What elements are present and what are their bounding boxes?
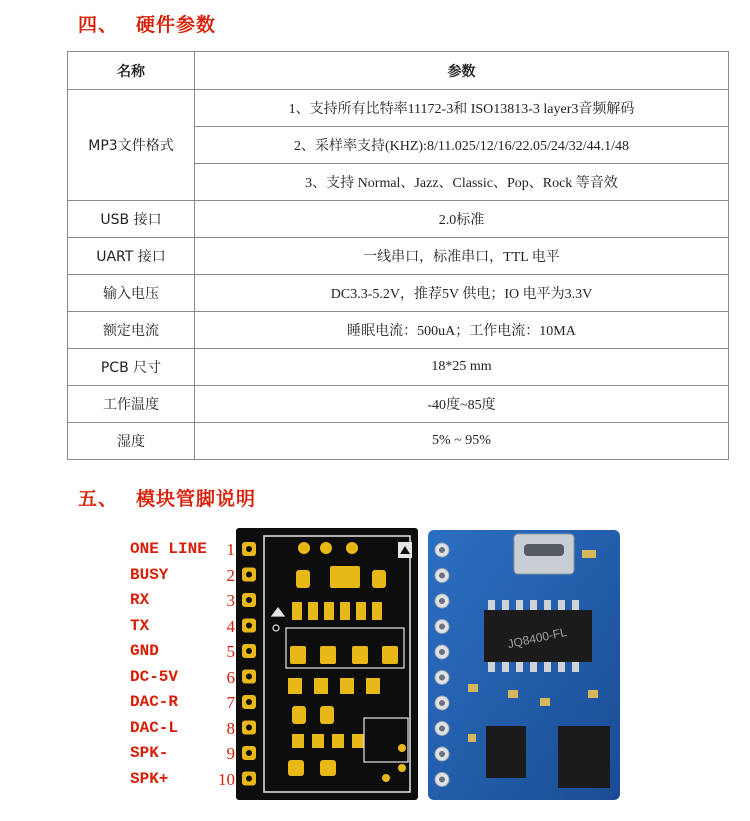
section-5-heading xyxy=(78,484,256,511)
table-row xyxy=(68,275,729,312)
pin-name: SPK- xyxy=(130,744,169,762)
section-title: 硬件参数 xyxy=(136,14,217,36)
row-value: 5% ~ 95% xyxy=(195,423,729,460)
pin-number: 7 xyxy=(226,693,235,712)
row-name: 输入电压 xyxy=(68,275,195,312)
pin-name: GND xyxy=(130,642,159,660)
pin-name: DAC-L xyxy=(130,718,179,737)
board-pin-hole-center xyxy=(439,649,445,655)
pin-item xyxy=(130,719,235,741)
pin-item xyxy=(130,540,235,562)
table-row xyxy=(68,238,729,275)
pcb-pad-hole xyxy=(246,572,252,578)
pin-item xyxy=(130,770,235,792)
pin-name: DC-5V xyxy=(130,667,179,686)
board-pin-hole-center xyxy=(439,624,445,630)
pcb-layout-image xyxy=(236,528,418,800)
pin-number: 6 xyxy=(226,667,235,687)
pcb-pad-hole xyxy=(246,546,252,552)
board-pin-hole-center xyxy=(439,547,445,553)
row-name: 湿度 xyxy=(68,423,195,460)
pin-name: RX xyxy=(130,591,150,609)
table-row xyxy=(68,386,729,423)
pin-item xyxy=(130,693,235,715)
pcb-pad-hole xyxy=(246,674,252,680)
pin-number: 10 xyxy=(218,769,235,789)
pin-item xyxy=(130,591,235,613)
hardware-spec-table xyxy=(67,51,729,460)
pin-number: 9 xyxy=(226,744,235,763)
board-pin-hole-center xyxy=(439,573,445,579)
header-param: 参数 xyxy=(195,52,729,90)
pin-number: 5 xyxy=(226,642,235,661)
board-pin-hole-center xyxy=(439,777,445,783)
row-name: UART 接口 xyxy=(68,238,195,275)
table-row xyxy=(68,349,729,386)
table-row xyxy=(68,90,729,127)
pcb-pad-hole xyxy=(246,623,252,629)
pin-name: DAC-R xyxy=(130,693,179,711)
row-name: 额定电流 xyxy=(68,312,195,349)
header-name: 名称 xyxy=(68,52,195,90)
row-value: 一线串口，标准串口，TTL 电平 xyxy=(195,238,729,275)
pcb-pad-hole xyxy=(246,725,252,731)
row-name: 工作温度 xyxy=(68,386,195,423)
chip-label: JQ8400-FL xyxy=(506,624,568,652)
pcb-pad-hole xyxy=(246,776,252,782)
pin-number: 1 xyxy=(226,540,235,559)
table-row xyxy=(68,312,729,349)
pcb-pad-hole xyxy=(246,597,252,603)
row-value: 2.0标准 xyxy=(195,201,729,238)
module-photo-image xyxy=(428,530,620,800)
pcb-pad-hole xyxy=(246,699,252,705)
row-value: -40度~85度 xyxy=(195,386,729,423)
table-header-row xyxy=(68,52,729,90)
mp3-format-name: MP3文件格式 xyxy=(68,90,195,201)
row-value: 18*25 mm xyxy=(195,349,729,386)
pin-item xyxy=(130,617,235,639)
row-name: PCB 尺寸 xyxy=(68,349,195,386)
board-pin-hole-center xyxy=(439,700,445,706)
board-pin-hole-center xyxy=(439,726,445,732)
pin-number: 4 xyxy=(226,616,235,636)
mp3-param-1: 1、支持所有比特率11172-3和 ISO13813-3 layer3音频解码 xyxy=(195,90,729,127)
section-number: 四、 xyxy=(78,14,119,36)
pin-item xyxy=(130,744,235,766)
pin-number: 2 xyxy=(226,565,235,585)
row-value: 睡眠电流：500uA；工作电流：10MA xyxy=(195,312,729,349)
pcb-pad-hole xyxy=(246,648,252,654)
section-4-heading xyxy=(78,10,216,37)
board-pin-hole-center xyxy=(439,598,445,604)
section-title: 模块管脚说明 xyxy=(136,488,257,510)
table-row xyxy=(68,423,729,460)
row-value: DC3.3-5.2V，推荐5V 供电；IO 电平为3.3V xyxy=(195,275,729,312)
pcb-pad-hole xyxy=(246,750,252,756)
pin-item xyxy=(130,668,235,690)
pin-number: 3 xyxy=(226,591,235,610)
mp3-param-2: 2、采样率支持(KHZ):8/11.025/12/16/22.05/24/32/44.1/48 xyxy=(195,127,729,164)
table-row xyxy=(68,201,729,238)
pin-number: 8 xyxy=(226,718,235,738)
row-name: USB 接口 xyxy=(68,201,195,238)
pin-name: SPK+ xyxy=(130,769,169,788)
pin-item xyxy=(130,566,235,588)
board-pin-hole-center xyxy=(439,751,445,757)
pin-item xyxy=(130,642,235,664)
pin-name: TX xyxy=(130,616,150,635)
mp3-param-3: 3、支持 Normal、Jazz、Classic、Pop、Rock 等音效 xyxy=(195,164,729,201)
section-number: 五、 xyxy=(78,488,119,510)
pin-name: BUSY xyxy=(130,565,169,584)
pin-name: ONE LINE xyxy=(130,540,207,558)
board-pin-hole-center xyxy=(439,675,445,681)
